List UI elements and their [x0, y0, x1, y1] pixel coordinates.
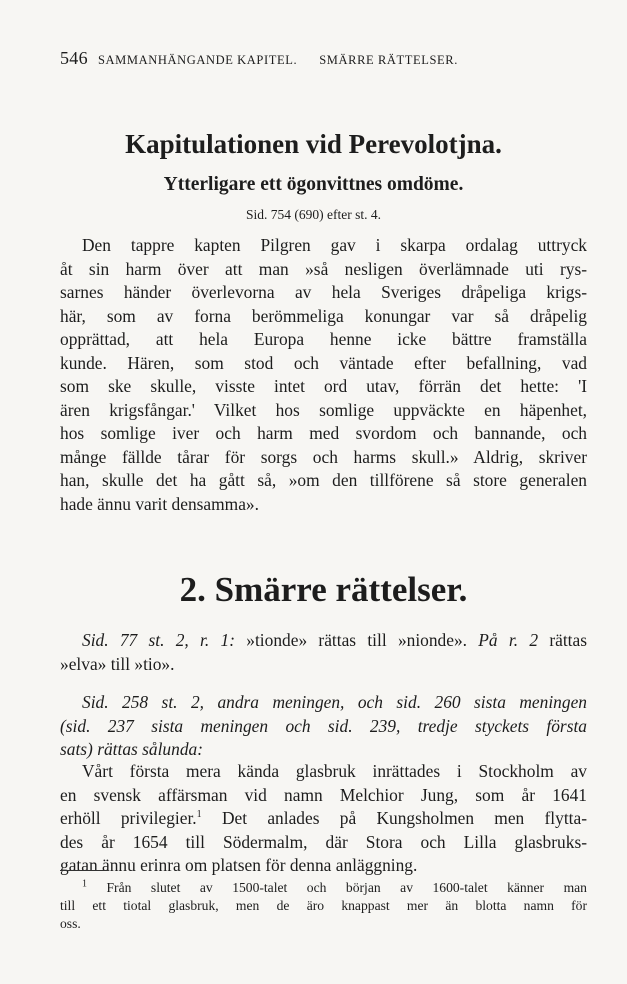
- correction-text: »tionde» rättas till »nionde».: [235, 630, 479, 650]
- correction-2: [60, 691, 587, 762]
- footnote: [60, 879, 587, 933]
- paragraph-line: hade ännu varit densamma».: [60, 493, 259, 514]
- paragraph-line: hos somlige iver och harm med svordom och bannande, och: [60, 423, 587, 443]
- article-title: Kapitulationen vid Perevolotjna.: [125, 129, 502, 159]
- correction-ref: Sid. 77 st. 2, r. 1:: [82, 630, 235, 650]
- running-head-left: SAMMANHÄNGANDE KAPITEL.: [97, 53, 298, 67]
- correction-1: [60, 629, 587, 676]
- footnote-line: [60, 879, 587, 897]
- correction-line: (sid. 237 sista meningen och sid. 239, tredje styckets första: [60, 715, 587, 736]
- paragraph-line: åt sin harm över att man »så nesligen överlämnade uti rys-: [60, 258, 587, 279]
- correction-line: »elva» till »tio».: [60, 653, 175, 674]
- correction-text: rättas: [538, 630, 587, 650]
- page-number: 546: [60, 48, 88, 68]
- replacement-paragraph: [60, 760, 587, 878]
- paragraph-fragment: erhöll privilegier.: [60, 808, 197, 828]
- paragraph-line: som ske skulle, visste intet ord utav, förrän det hette: 'I: [60, 376, 587, 396]
- paragraph-line: des år 1654 till Södermalm, där Stora och Lilla glasbruks-: [60, 831, 587, 852]
- correction-line: sats) rättas sålunda:: [60, 739, 204, 759]
- footnote-marker: 1: [196, 809, 202, 821]
- footnote-rule: [60, 870, 108, 871]
- paragraph-line: månge fällde tårar för sorgs och harms skull.» Aldrig, skriver: [60, 446, 587, 467]
- correction-line: [60, 629, 587, 653]
- paragraph-line: gatan ännu erinra om platsen för denna anläggning.: [60, 855, 418, 875]
- paragraph-line: Vårt första mera kända glasbruk inrättades i Stockholm av: [82, 761, 587, 781]
- paragraph-line: han, skulle det ha gått så, »om den tillförene så store generalen: [60, 470, 587, 490]
- running-head: [60, 48, 560, 69]
- paragraph-line: opprättad, att hela Europa henne icke bättre framställa: [60, 329, 587, 349]
- footnote-number: 1: [82, 878, 87, 890]
- article-reference: Sid. 754 (690) efter st. 4.: [246, 207, 381, 222]
- paragraph-fragment: Det anlades på Kungsholmen men flytta-: [221, 808, 588, 828]
- footnote-text: Från slutet av 1500-talet och början av 1600-talet känner man: [106, 880, 587, 895]
- paragraph-line: sarnes händer överlevorna av hela Sveriges dråpeliga krigs-: [60, 282, 587, 302]
- paragraph-line: [60, 807, 587, 831]
- correction-ref: På r. 2: [478, 630, 539, 650]
- article-paragraph: [60, 234, 587, 516]
- correction-line: Sid. 258 st. 2, andra meningen, och sid. 260 sista meningen: [82, 692, 587, 712]
- paragraph-line: en svensk affärsman vid namn Melchior Jung, som år 1641: [60, 784, 587, 805]
- footnote-line: oss.: [60, 916, 81, 931]
- running-head-right: SMÄRRE RÄTTELSER.: [319, 53, 458, 67]
- section-heading: 2. Smärre rättelser.: [179, 570, 468, 609]
- footnote-line: till ett tiotal glasbruk, men de äro knappast mer än blotta namn för: [60, 898, 587, 913]
- paragraph-line: ären krigsfångar.' Vilket hos somlige uppväckte en häpenhet,: [60, 399, 587, 420]
- paragraph-line: Den tappre kapten Pilgren gav i skarpa ordalag uttryck: [82, 235, 587, 255]
- paragraph-line: här, som av forna berömmeliga konungar var så dråpelig: [60, 305, 587, 326]
- article-subtitle: Ytterligare ett ögonvittnes omdöme.: [163, 174, 464, 195]
- paragraph-line: kunde. Hären, som stod och väntade efter befallning, vad: [60, 352, 587, 373]
